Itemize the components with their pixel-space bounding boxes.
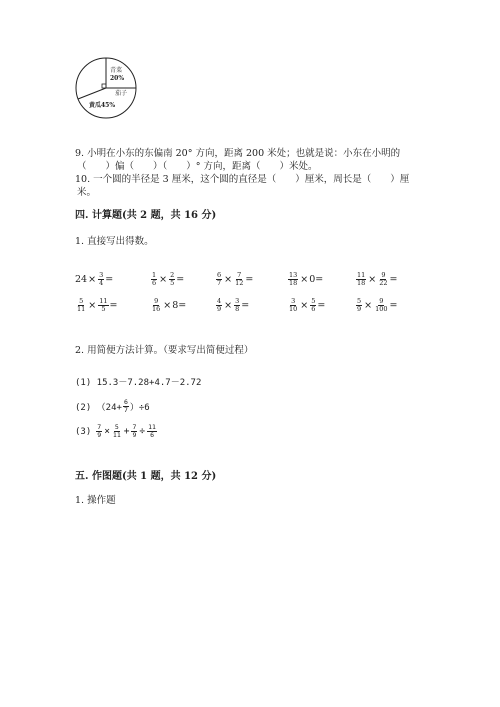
operator: ÷ xyxy=(139,426,146,437)
fraction: $\frac{4}{9}$ xyxy=(217,297,222,313)
calc-r2-c2 xyxy=(150,298,186,313)
q2-item2-prefix: (2) （24+ xyxy=(75,403,122,413)
operator: × xyxy=(300,300,309,311)
fraction: $\frac{11}{6}$ xyxy=(148,423,156,439)
fraction: $\frac{5}{9}$ xyxy=(357,297,362,313)
pie-label-qingcai: 青菜 xyxy=(110,67,123,74)
operand: 24 xyxy=(75,274,88,285)
operator: × xyxy=(368,274,377,285)
operator: × xyxy=(159,274,168,285)
fraction: $\frac{2}{5}$ xyxy=(170,271,175,287)
section4-q2-title: 2. 用简便方法计算。（要求写出简便过程） xyxy=(75,345,254,356)
pie-divider-left xyxy=(78,88,106,99)
fraction: $\frac{9}{100}$ xyxy=(375,297,388,313)
calc-r1-c1 xyxy=(75,272,113,287)
equals: = xyxy=(389,274,398,285)
equals: = xyxy=(178,300,187,311)
pie-chart xyxy=(74,56,138,120)
calc-r1-c5 xyxy=(355,272,398,287)
section4-q1-title: 1. 直接写出得数。 xyxy=(75,236,154,247)
fraction: $\frac{5}{11}$ xyxy=(77,297,86,313)
pie-label-qingcai-pct: 20% xyxy=(110,75,125,82)
operator: × xyxy=(88,300,97,311)
q2-item3-prefix: (3) xyxy=(75,426,92,437)
equals: = xyxy=(315,274,324,285)
q10-line2: 米。 xyxy=(77,187,97,198)
operator: × xyxy=(88,274,97,285)
q2-item3 xyxy=(75,424,158,439)
operator: × xyxy=(224,300,233,311)
section5-q1-title: 1. 操作题 xyxy=(75,495,116,506)
fraction: $\frac{7}{9}$ xyxy=(132,423,137,439)
right-angle-marker xyxy=(102,84,106,88)
fraction: $\frac{9}{22}$ xyxy=(379,271,388,287)
fraction: $\frac{3}{4}$ xyxy=(99,271,104,287)
fraction: $\frac{11}{5}$ xyxy=(99,297,108,313)
fraction: $\frac{7}{9}$ xyxy=(97,423,102,439)
equals: = xyxy=(109,300,118,311)
operator: × xyxy=(104,426,110,437)
fraction: $\frac{7}{12}$ xyxy=(235,271,244,287)
calc-r2-c3 xyxy=(215,298,249,313)
equals: = xyxy=(241,300,250,311)
operator: × xyxy=(364,300,373,311)
fraction: $\frac{9}{16}$ xyxy=(152,297,161,313)
q9-line1: 9. 小明在小东的东偏南 20° 方向，距离 200 米处；也就是说：小东在小明的 xyxy=(75,148,401,159)
equals: = xyxy=(245,274,254,285)
operator: + xyxy=(123,426,130,437)
calc-r2-c5 xyxy=(355,298,398,313)
pie-label-qiezi: 茄子 xyxy=(115,90,128,97)
equals: = xyxy=(389,300,398,311)
calc-r1-c3 xyxy=(215,272,253,287)
q2-item1: (1) 15.3－7.28+4.7－2.72 xyxy=(75,378,202,388)
section4-title: 四. 计算题(共 2 题，共 16 分) xyxy=(75,210,217,221)
operator: × xyxy=(224,274,233,285)
fraction: $\frac{11}{18}$ xyxy=(357,271,366,287)
pie-chart-svg xyxy=(74,56,138,120)
section5-title: 五. 作图题(共 1 题，共 12 分) xyxy=(75,471,217,482)
fraction: $\frac{3}{10}$ xyxy=(289,297,298,313)
calc-r2-c1 xyxy=(75,298,118,313)
operand: 0 xyxy=(309,274,316,285)
q2-item2-suffix: ）÷6 xyxy=(129,403,150,413)
q2-item2 xyxy=(75,399,150,414)
pie-label-huanggua: 黄瓜45% xyxy=(89,102,116,109)
fraction: $\frac{1}{6}$ xyxy=(152,271,157,287)
calc-r1-c2 xyxy=(150,272,184,287)
calc-r2-c4 xyxy=(287,298,325,313)
fraction: $\frac{5}{11}$ xyxy=(112,423,121,439)
fraction: $\frac{5}{6}$ xyxy=(311,297,316,313)
equals: = xyxy=(105,274,114,285)
operand: 8 xyxy=(172,300,179,311)
fraction: $\frac{3}{8}$ xyxy=(235,297,240,313)
equals: = xyxy=(176,274,185,285)
fraction: $\frac{6}{7}$ xyxy=(123,398,128,414)
operator: × xyxy=(163,300,172,311)
q10-line1: 10. 一个圆的半径是 3 厘米，这个圆的直径是（ ）厘米，周长是（ ）厘 xyxy=(75,174,410,185)
calc-r1-c4 xyxy=(287,272,323,287)
operator: × xyxy=(300,274,309,285)
equals: = xyxy=(317,300,326,311)
q9-line2: （ ）偏（ ）（ ）° 方向，距离（ ）米处。 xyxy=(77,161,318,172)
fraction: $\frac{6}{7}$ xyxy=(217,271,222,287)
fraction: $\frac{13}{18}$ xyxy=(289,271,298,287)
